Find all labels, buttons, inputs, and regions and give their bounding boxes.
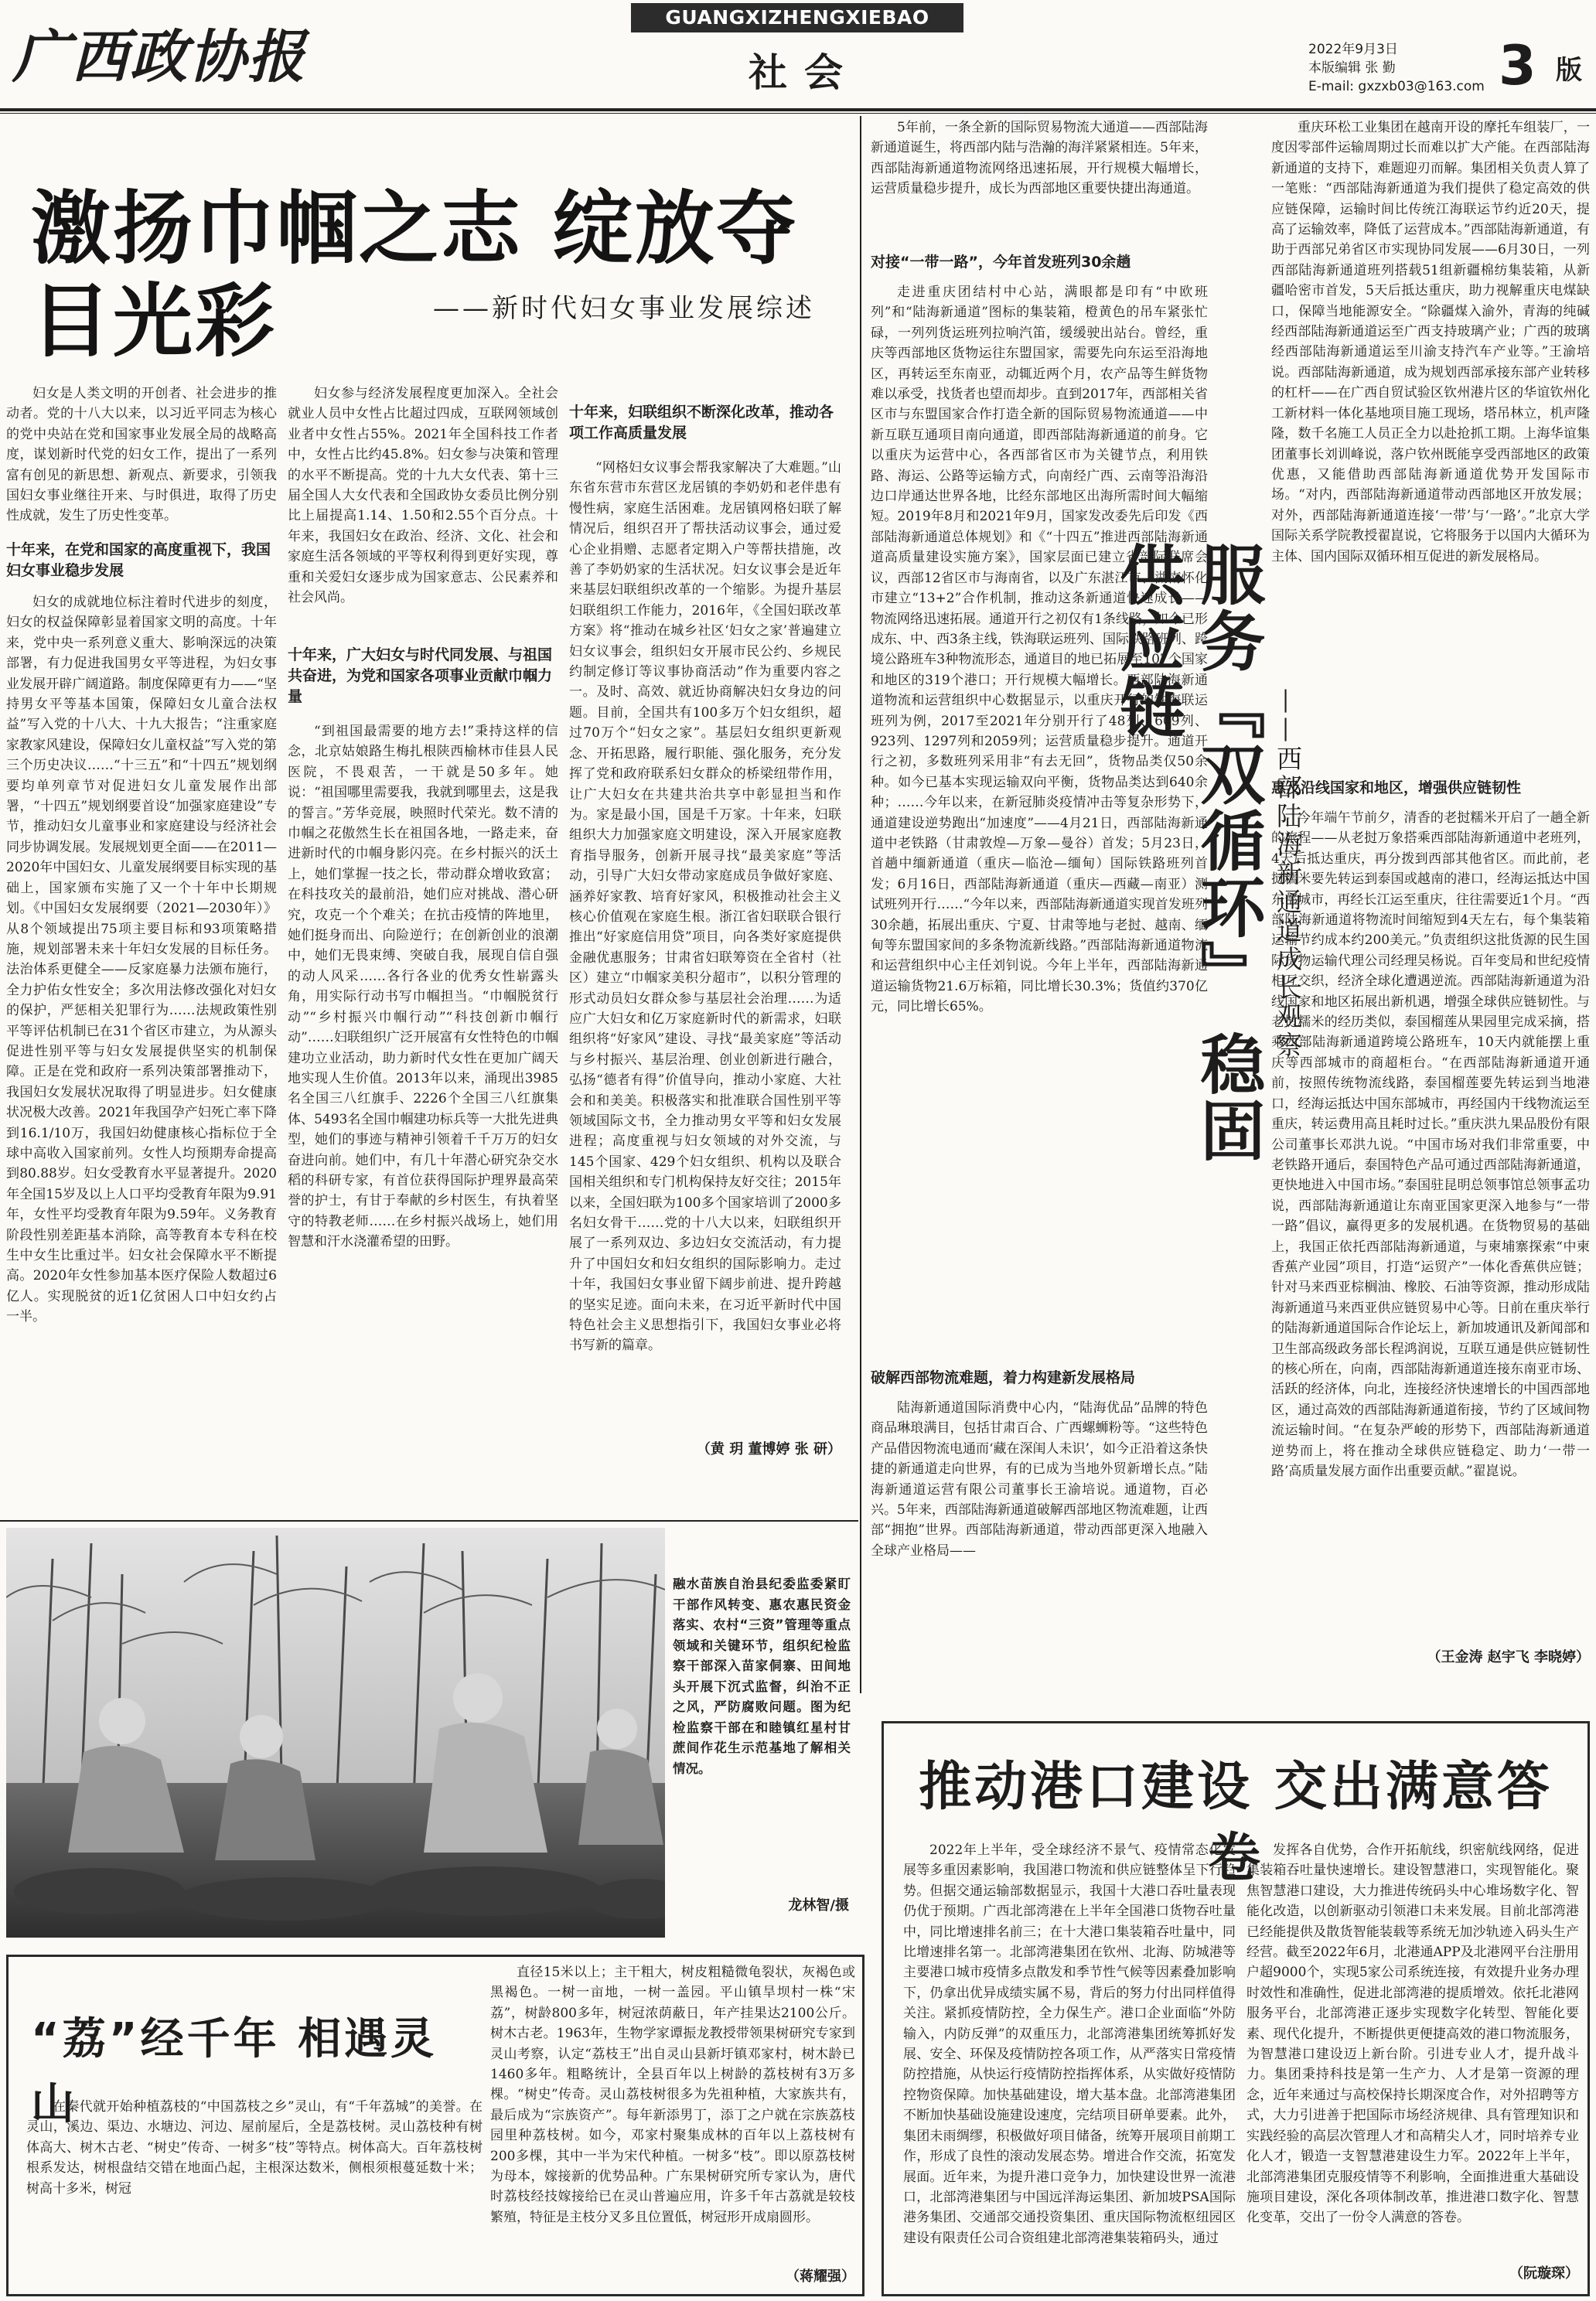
photo-block — [6, 1528, 852, 1938]
vertical-divider — [860, 116, 861, 1693]
freight-body-1c: 陆海新通道国际消费中心内，“陆海优品”品牌的特色商品琳琅满目，包括甘肃百合、广西螺蛳粉等。“这些特色产品借因物流电通而‘藏在深闺人未识’，如今正沿着这条快捷的新通道走向世界，有的已成为当地外贸新增长点。”陆海新通道运营有限公司董事长王渝培说。通道物，百必兴。5年来，西部陆海新通道破解西部地区物流难题，让西部“拥抱”世界。西部陆海新通道，带动西部更深入地融入全球产业格局—— — [871, 1400, 1208, 1559]
newspaper-logo: 广西政协报 — [12, 24, 306, 90]
freight-credit: （王金涛 赵宇飞 李晓婷） — [1427, 1649, 1590, 1665]
person-head — [99, 1698, 145, 1744]
women-subheadline: ——新时代妇女事业发展综述 — [433, 293, 815, 324]
person-head — [240, 1715, 283, 1758]
masthead-rule-thin — [0, 113, 1596, 114]
photo-credit: 龙林智/摄 — [788, 1897, 849, 1914]
lizhi-headline: “荔”经千年 相遇灵山 — [31, 2014, 438, 2129]
port-column-1 — [903, 1840, 1236, 2286]
women-section-heading-2: 十年来，广大妇女与时代同发展、与祖国共奋进，为党和国家各项事业贡献巾帼力量 — [288, 646, 553, 705]
lizhi-body-2: 直径15米以上；主干粗大，树皮粗糙微龟裂状，灰褐色或黑褐色。一树一亩地，一树一盖园。平山镇旱坝村一株“宋荔”，树龄800多年，树冠浓荫蔽日，年产挂果达2100公斤。树木古老。1963年，生物学家谭振龙教授带领果树研究专家到灵山考察，认定“荔枝王”出自灵山县新圩镇邓家村，树木龄已1460多年。粗略统计，全县百年以上树龄的荔枝树有3万多棵。“树史”传奇。灵山荔枝树很多为先祖种植，大家族共有，最后成为“宗族资产”。每年新添男丁，添丁之户就在宗族荔枝园里种荔枝树。如今，邓家村聚集成林的百年以上荔枝树有200多棵，其中一半为宋代种植。一树多“枝”。即以原荔枝树为母本，嫁接新的优势品种。广东果树研究所专家认为，唐代时荔枝经技嫁接给已在灵山普遍应用，许多千年古荔就是较枝繁殖，特征是主枝分叉多且位置低，树冠形开成扇圆形。 — [490, 1965, 855, 2225]
lizhi-column-1 — [26, 2097, 483, 2282]
masthead-rule — [0, 108, 1596, 111]
page-number: 3 — [1499, 34, 1536, 97]
pinyin-banner: GUANGXIZHENGXIEBAO — [631, 3, 963, 32]
section-title: 社会 — [749, 50, 860, 95]
page-label: 版 — [1556, 55, 1582, 86]
person-head — [597, 1709, 637, 1749]
women-body-3: “网格妇女议事会帮我家解决了大难题。”山东省东营市东营区龙居镇的李奶奶和老伴患有慢性病，家庭生活困难。龙居镇网格妇联了解情况后，组织召开了帮扶活动议事会，通过爱心企业捐赠、志愿者定期入户等帮扶措施，改善了李奶奶家的生活状况。妇女议事会是近年来基层妇联组织改革的一个缩影。为提升基层妇联组织工作能力，2016年，《全国妇联改革方案》将“推动在城乡社区‘妇女之家’普遍建立妇女议事会，组织妇女开展市民公约、乡规民约制定修订等议事协商活动”作为重要内容之一。及时、高效、就近协商解决妇女身边的问题。目前，全国共有100多万个妇女组织，超过70万个“妇女之家”。基层妇女组织更新观念、开拓思路，履行职能、强化服务，充分发挥了党和政府联系妇女群众的桥梁纽带作用，让广大妇女在共建共治共享中彰显担当和作为。家是最小国，国是千万家。十年来，妇联组织大力加强家庭文明建设，深入开展家庭教育指导服务，创新开展寻找“最美家庭”等活动，引导广大妇女带动家庭成员争做好家庭、涵养好家教、培育好家风，积极推动社会主义核心价值观在家庭生根。浙江省妇联联合银行推出“好家庭信用贷”项目，向各类好家庭提供金融优惠服务；甘肃省妇联筹资在全省村（社区）建立“巾帼家美积分超市”，以积分管理的形式动员妇女群众参与基层社会治理……为适应广大妇女和亿万家庭新时代的新需求，妇联组织将“好家风”建设、寻找“最美家庭”等活动与乡村振兴、基层治理、创业创新进行融合，弘扬“德者有得”价值导向，推动小家庭、大社会和和美美。积极落实和批准联合国性别平等领域国际文书，全力推动男女平等和妇女发展进程；高度重视与妇女领域的对外交流，与145个国家、429个妇女组织、机构以及联合国相关组织和专门机构保持友好交往；2015年以来，全国妇联为100多个国家培训了2000多名妇女骨干……党的十八大以来，妇联组织开展了一系列双边、多边妇女交流活动，有力提升了中国妇女和妇女组织的国际影响力。走过十年，我国妇女事业留下阔步前进、提升跨越的坚实足迹。面向未来，在习近平新时代中国特色社会主义思想指引下，我国妇女事业必将书写新的篇章。 — [569, 460, 841, 1354]
freight-intro: 5年前，一条全新的国际贸易物流大通道——西部陆海新通道诞生，将西部内陆与浩瀚的海洋紧紧相连。5年来，西部陆海新通道物流网络迅速拓展，开行规模大幅增长，运营质量稳步提升，成长为西部地区重要快捷出海通道。 — [871, 120, 1208, 197]
freight-body-1: 走进重庆团结村中心站，满眼都是印有“中欧班列”和“陆海新通道”图标的集装箱，橙黄色的吊车紧张忙碌，一列列货运班列拉响汽笛，缓缓驶出站台。曾经，重庆等西部地区货物运往东盟国家，需要先向东运至沿海地区，再转运至东南亚，动辄近两个月，农产品等生鲜货物难以承受，找货者也望而却步。直到2017年，西部相关省区市与东盟国家合作打造全新的国际贸易物流通道——中新互联互通项目南向通道，即西部陆海新通道的前身。它以重庆为运营中心，各西部省区市为关键节点，利用铁路、海运、公路等运输方式，向南经广西、云南等沿海沿边口岸通达世界各地，比经东部地区出海所需时间大幅缩短。2019年8月和2021年9月，国家发改委先后印发《西部陆海新通道总体规划》和《“十四五”推进西部陆海新通道高质量建设实施方案》，国家层面已建立省部际联席会议，西部12省区市与海南省，以及广东湛江市、湖南怀化市建立“13+2”合作机制，推动这条新通道快速成长——物流网络迅速拓展。通道开行之初仅有1条线路，如今已形成东、中、西3条主线，铁海联运班列、国际铁路班列、跨境公路班车3种物流形态，通道目的地已拓展至107个国家和地区的319个港口；开行规模大幅增长。西部陆海新通道物流和运营组织中心数据显示，以重庆开行的铁海联运班列为例，2017至2021年分别开行了48列、609列、923列、1297列和2059列；运营质量稳步提升。通道开行之初，多数班列采用非“有去无回”，货物品类仅50余种。如今已基本实现运输双向平衡，货物品类达到640余种；……今年以来，在新冠肺炎疫情冲击等复杂形势下，通道建设逆势跑出“加速度”——4月21日，西部陆海新通道中老铁路（甘肃敦煌—万象—曼谷）首发；5月23日，首趟中缅新通道（重庆—临沧—缅甸）国际铁路班列首发；6月16日，西部陆海新通道（重庆—西藏—南亚）测试班列开行……“今年以来，西部陆海新通道实现首发班列30余趟，拓展出重庆、宁夏、甘肃等地与老挝、越南、缅甸等东盟国家间的多条物流新线路。”西部陆海新通道物流和运营组织中心主任刘钊说。今年上半年，西部陆海新通道运输货物21.6万标箱，同比增长30.3%；货值约370亿元，同比增长65%。 — [871, 285, 1208, 1015]
freight-subheadline: ——西部陆海新通道成长观察 — [1273, 688, 1303, 1060]
field-photo — [6, 1528, 665, 1938]
women-headline: 激扬巾帼之志 绽放夺目光彩 — [31, 182, 799, 368]
issue-meta — [1308, 40, 1502, 96]
person-head — [453, 1673, 503, 1723]
women-section-heading-1: 十年来，在党和国家的高度重视下，我国妇女事业稳步发展 — [6, 541, 271, 579]
lizhi-column-2 — [490, 1962, 855, 2287]
freight-section-heading-2: 破解西部物流难题，着力构建新发展格局 — [871, 1369, 1136, 1386]
port-body-2: 发挥各自优势，合作开拓航线，织密航线网络，促进集装箱吞吐量快速增长。建设智慧港口，实现智能化。聚焦智慧港口建设，大力推进传统码头中心堆场数字化、智能化改造，以创新驱动引领港口未来发展。目前北部湾港已经能提供及散货智能装载等系统无加沙轨迹入码头生产经营。截至2022年6月，北港通APP及北港网平台注册用户超9000个，实现5家公司系统连接，有效提升业务办理时效性和准确性，促进北部湾港的提质增效。依托北港网服务平台，北部湾港正逐步实现数字化转型、智能化要素、现代化提升，不断提供更便捷高效的港口物流服务，为智慧港口建设迈上新台阶。引进专业人才，提升战斗力。集团秉持科技是第一生产力、人才是第一资源的理念，近年来通过与高校保持长期深度合作，对外招聘等方式，大力引进善于把国际市场经济规律、具有管理知识和实践经验的高层次管理人才和高精尖人才，同时培养专业化人才，锻造一支智慧港建设生力军。2022年上半年，北部湾港集团克服疫情等不利影响，全面推进重大基础设施项目建设，深化各项体制改革，推进港口数字化、智慧化变革，交出了一份令人满意的答卷。 — [1246, 1843, 1579, 2226]
person-body — [215, 1759, 315, 1860]
women-section-heading-3: 十年来，妇联组织不断深化改革，推动各项工作高质量发展 — [569, 404, 834, 441]
port-credit: （阮璇琛） — [1509, 2265, 1579, 2282]
port-column-2 — [1246, 1840, 1579, 2286]
freight-body-2b: 今年端午节前夕，清香的老挝糯米开启了一趟全新的旅程——从老挝万象搭乘西部陆海新通道中老班列，4天后抵达重庆，再分拨到西部其他省区。而此前，老挝糯米要先转运到泰国或越南的港口，经海运抵达中国东部城市，再经长江运至重庆，往往需要近1个月。“西部陆海新通道将物流时间缩短到4天左右，每个集装箱运输节约成本约200美元。”负责组织这批货源的民生国际货物运输代理公司经理吴杨说。百年变局和世纪疫情相互交织，经济全球化遭遇逆流。西部陆海新通道为沿线国家和地区拓展出新机遇，增强全球供应链韧性。与老挝糯米的经历类似，泰国榴莲从果园里完成采摘，搭乘西部陆海新通道跨境公路班车，10天内就能摆上重庆等西部城市的商超柜台。“在西部陆海新通道开通前，按照传统物流线路，泰国榴莲要先转运到当地港口，经海运抵达中国东部城市，再经国内干线物流运至重庆，转运费用高且耗时过长。”重庆洪九果品股份有限公司董事长邓洪九说。“中国市场对我们非常重要，中老铁路开通后，泰国特色产品可通过西部陆海新通道，更快地进入中国市场。”泰国驻昆明总领事馆总领事孟功说，西部陆海新通道让东南亚国家更深入地参与“一带一路”倡议，赢得更多的发展机遇。在货物贸易的基础上，我国正依托西部陆海新通道，与柬埔寨探索“中柬香蕉产业园”项目，打造“运贸产”一体化香蕉供应链；针对马来西亚棕榈油、橡胶、石油等资源，推动形成陆海新通道马来西亚供应链贸易中心等。日前在重庆举行的陆海新通道国际合作论坛上，新加坡通讯及新闻部和卫生部高级政务部长程鸿润说，互联互通是供应链韧性的核心所在，向南，西部陆海新通道连接东南亚市场、活跃的经济体，向北，连接经济快速增长的中国西部地区，通过高效的西部陆海新通道衔接，节约了区域间物流运输时间。“在复杂严峻的形势下，西部陆海新通道逆势而上，将在推动全球供应链稳定、助力‘一带一路’高质量发展方面作出重要贡献。”翟崑说。 — [1271, 810, 1590, 1479]
freight-section-heading-1: 对接“一带一路”，今年首发班列30余趟 — [871, 254, 1131, 271]
women-credit: （黄 玥 董博婷 张 研） — [696, 1441, 841, 1457]
photo-caption: 融水苗族自治县纪委监委紧盯干部作风转变、惠农惠民资金落实、农村“三资”管理等重点领域和关键环节，组织纪检监察干部深入苗家侗寨、田间地头开展下沉式监督，纠治不正之风，严防腐败问题。图为纪检监察干部在和睦镇红星村甘蔗间作花生示范基地了解相关情况。 — [673, 1577, 851, 1776]
women-bottom-rule — [0, 1520, 858, 1522]
freight-headline: 服务『双循环』 稳固供应链 — [1110, 541, 1266, 1164]
lizhi-credit: （蒋耀强） — [786, 2269, 855, 2285]
freight-body-2a: 重庆环松工业集团在越南开设的摩托车组装厂，一度因零部件运输周期过长而难以扩大产能。在西部陆海新通道的支持下，难题迎刃而解。集团相关负责人算了一笔账：“西部陆海新通道为我们提供了稳定高效的供应链保障，运输时间比传统江海联运节约近20天，提高了运输效率，降低了运营成本。”西部陆海新通道，有助于西部兄弟省区市实现协同发展——6月30日，一列西部陆海新通道班列搭载51组新疆棉纺集装箱，从新疆哈密市首发，5天后抵达重庆，助力视解重庆电煤缺口，保障当地能源安全。“除疆煤入渝外，青海的纯碱经西部陆海新通道运至广西支持玻璃产业；广西的玻璃经西部陆海新通道运至川渝支持汽车产业等。”王渝培说。西部陆海新通道，成为规划西部承接东部产业转移的杠杆——在广西自贸试验区钦州港片区的华谊钦州化工新材料一体化基地项目施工现场，塔吊林立，机声隆隆，数千名施工人员正全力以赴抢抓工期。上海华谊集团董事长刘训峰说，落户钦州既能享受西部地区的政策优惠，又能借助西部陆海新通道优势开发国际市场。“对内，西部陆海新通道带动西部地区开放发展；对外，西部陆海新通道连接‘一带’与‘一路’。”北京大学国际关系学院教授翟崑说，它将服务于以国内大循环为主体、国内国际双循环相互促进的新发展格局。 — [1271, 120, 1590, 564]
freight-section-heading-3: 惠及沿线国家和地区，增强供应链韧性 — [1271, 779, 1522, 796]
page-editor: 本版编辑 张 勤 — [1308, 60, 1396, 76]
women-column-2 — [288, 384, 558, 1520]
port-headline: 推动港口建设 交出满意答卷 — [919, 1757, 1553, 1889]
lizhi-body-1: 在秦代就开始种植荔枝的“中国荔枝之乡”灵山，有“千年荔城”的美誉。在灵山，溪边、渠边、水塘边、河边、屋前屋后，全是荔枝树。灵山荔枝种有树体高大、树木古老、“树史”传奇、一树多“枝”等特点。树体高大。百年荔枝树根系发达，树根盘结交错在地面凸起，主根深达数米，侧根须根蔓延数十米；树高十多米，树冠 — [26, 2099, 483, 2197]
port-body-1: 2022年上半年，受全球经济不景气、疫情常态化发展等多重因素影响，我国港口物流和供应链整体呈下行趋势。但据交通运输部数据显示，我国十大港口吞吐量表现仍优于预期。广西北部湾港在上半年全国港口货物吞吐量中，同比增速排名前三；在十大港口集装箱吞吐量中，同比增速排名第一。北部湾港集团在钦州、北海、防城港等主要港口城市疫情多点散发和季节性气候等因素叠加影响下，仍拿出优异成绩实属不易，背后的努力付出同样值得关注。紧抓疫情防控，全力保生产。港口企业面临“外防输入，内防反弹”的双重压力，北部湾港集团统筹抓好发展、安全、环保及疫情防控各项工作，从严落实日常疫情防控措施，从快运行疫情防控指挥体系，从实做好疫情防控物资保障。加快基础建设，增大基本盘。北部湾港集团不断加快基础设施建设速度，完结项目研单要素。此外，集团未雨绸缪，积极做好项目储备，统筹开展项目前期工作，形成了良性的滚动发展态势。增进合作交流，拓宽发展面。近年来，为提升港口竞争力，加快建设世界一流港口，北部湾港集团与中国远洋海运集团、新加坡PSA国际港务集团、交通部交通投资集团、重庆国际物流枢纽园区建设有限责任公司合资组建北部湾港集装箱码头，通过 — [903, 1843, 1236, 2246]
women-column-1 — [6, 384, 277, 1520]
women-body-1: 妇女的成就地位标注着时代进步的刻度，妇女的权益保障彰显着国家文明的高度。十年来，党中央一系列意义重大、影响深远的决策部署，有力促进我国男女平等进程，为妇女事业发展开辟广阔道路。制度保障更有力——“坚持男女平等基本国策，保障妇女儿童合法权益”写入党的十八大、十九大报告；“注重家庭家教家风建设，保障妇女儿童权益”写入党的第三个历史决议……“十三五”和“十四五”规划纲要均单列章节对促进妇女儿童发展作出部署，“十四五”规划纲要首设“加强家庭建设”专节，推动妇女儿童事业和家庭建设与经济社会同步协调发展。发展规划更全面——在2011—2020年中国妇女、儿童发展纲要目标实现的基础上，国家颁布实施了又一个十年中长期规划。《中国妇女发展纲要（2021—2030年）》从8个领域提出75项主要目标和93项策略措施，规划部署未来十年妇女发展的目标任务。法治体系更健全——反家庭暴力法颁布施行，全力护佑女性安全；多次用法修改强化对妇女的保护，严惩相关犯罪行为……法规政策性别平等评估机制已在31个省区市建立，为从源头促进性别平等与妇女发展提供坚实的机制保障。正是在党和政府一系列决策部署推动下，我国妇女发展状况取得了明显进步。妇女健康状况极大改善。2021年我国孕产妇死亡率下降到16.1/10万，我国妇幼健康核心指标位于全球中高收入国家前列。女性人均预期寿命提高到80.88岁。妇女受教育水平显著提升。2020年全国15岁及以上人口平均受教育年限为9.91年，女性平均受教育年限为9.59年。义务教育阶段性别差距基本消除，高等教育本专科在校生中女生比重过半。妇女社会保障水平不断提高。2020年女性参加基本医疗保险人数超过6亿人。实现脱贫的近1亿贫困人口中妇女约占一半。 — [6, 595, 277, 1325]
freight-column-1 — [871, 118, 1208, 1710]
women-intro: 妇女是人类文明的开创者、社会进步的推动者。党的十八大以来，以习近平同志为核心的党中央站在党和国家事业发展全局的战略高度，谋划新时代党的妇女工作，提出了一系列富有创见的新思想、新观点、新要求，引领我国妇女事业继往开来、与时俱进，取得了历史性成就，发生了历史性变革。 — [6, 386, 277, 524]
issue-date: 2022年9月3日 — [1308, 42, 1398, 57]
women-column-3 — [569, 384, 841, 1520]
women-body-2a: 妇女参与经济发展程度更加深入。全社会就业人员中女性占比超过四成，互联网领域创业者中女性占55%。2021年全国科技工作者中，女性占比约45.8%。妇女参与决策和管理的水平不断提高。党的十九大女代表、第十三届全国人大女代表和全国政协女委员比例分别比上届提高1.14、1.50和2.55个百分点。十年来，我国妇女在政治、经济、文化、社会和家庭生活各领域的平等权利得到更好实现，尊重和关爱妇女逐步成为国家意志、公民素养和社会风尚。 — [288, 386, 558, 606]
women-body-2b: “到祖国最需要的地方去!”秉持这样的信念，北京姑娘路生梅扎根陕西榆林市佳县人民医院，不畏艰苦，一干就是50多年。她说：“祖国哪里需要我，我就到哪里去，这是我的誓言。”芳华竞展，映照时代荣光。数不清的巾帼之花傲然生长在祖国各地，一路走来，奋进新时代的巾帼身影闪亮。在乡村振兴的沃土上，她们掌握一技之长，带动群众增收致富；在科技攻关的最前沿，她们应对挑战、潜心研究，攻克一个个难关；在抗击疫情的阵地里，她们挺身而出、向险逆行；在创新创业的浪潮中，她们无畏束缚、突破自我，展现自信自强的动人风采……各行各业的优秀女性崭露头角，用实际行动书写巾帼担当。“巾帼脱贫行动”“乡村振兴巾帼行动”“科技创新巾帼行动”……妇联组织广泛开展富有女性特色的巾帼建功立业活动，助力新时代女性在更加广阔天地实现人生价值。2013年以来，涌现出3985名全国三八红旗手、2226个全国三八红旗集体、5493名全国巾帼建功标兵等一大批先进典型，她们的事迹与精神引领着千千万万的妇女奋进向前。她们中，有几十年潜心研究杂交水稻的科研专家，有首位获得国际护理界最高荣誉的护士，有甘于奉献的乡村医生，有执着坚守的特教老师……在乡村振兴战场上，她们用智慧和汗水浇灌希望的田野。 — [288, 724, 558, 1250]
editor-email: E-mail: gxzxb03@163.com — [1308, 79, 1485, 94]
freight-column-2 — [1271, 118, 1590, 1710]
